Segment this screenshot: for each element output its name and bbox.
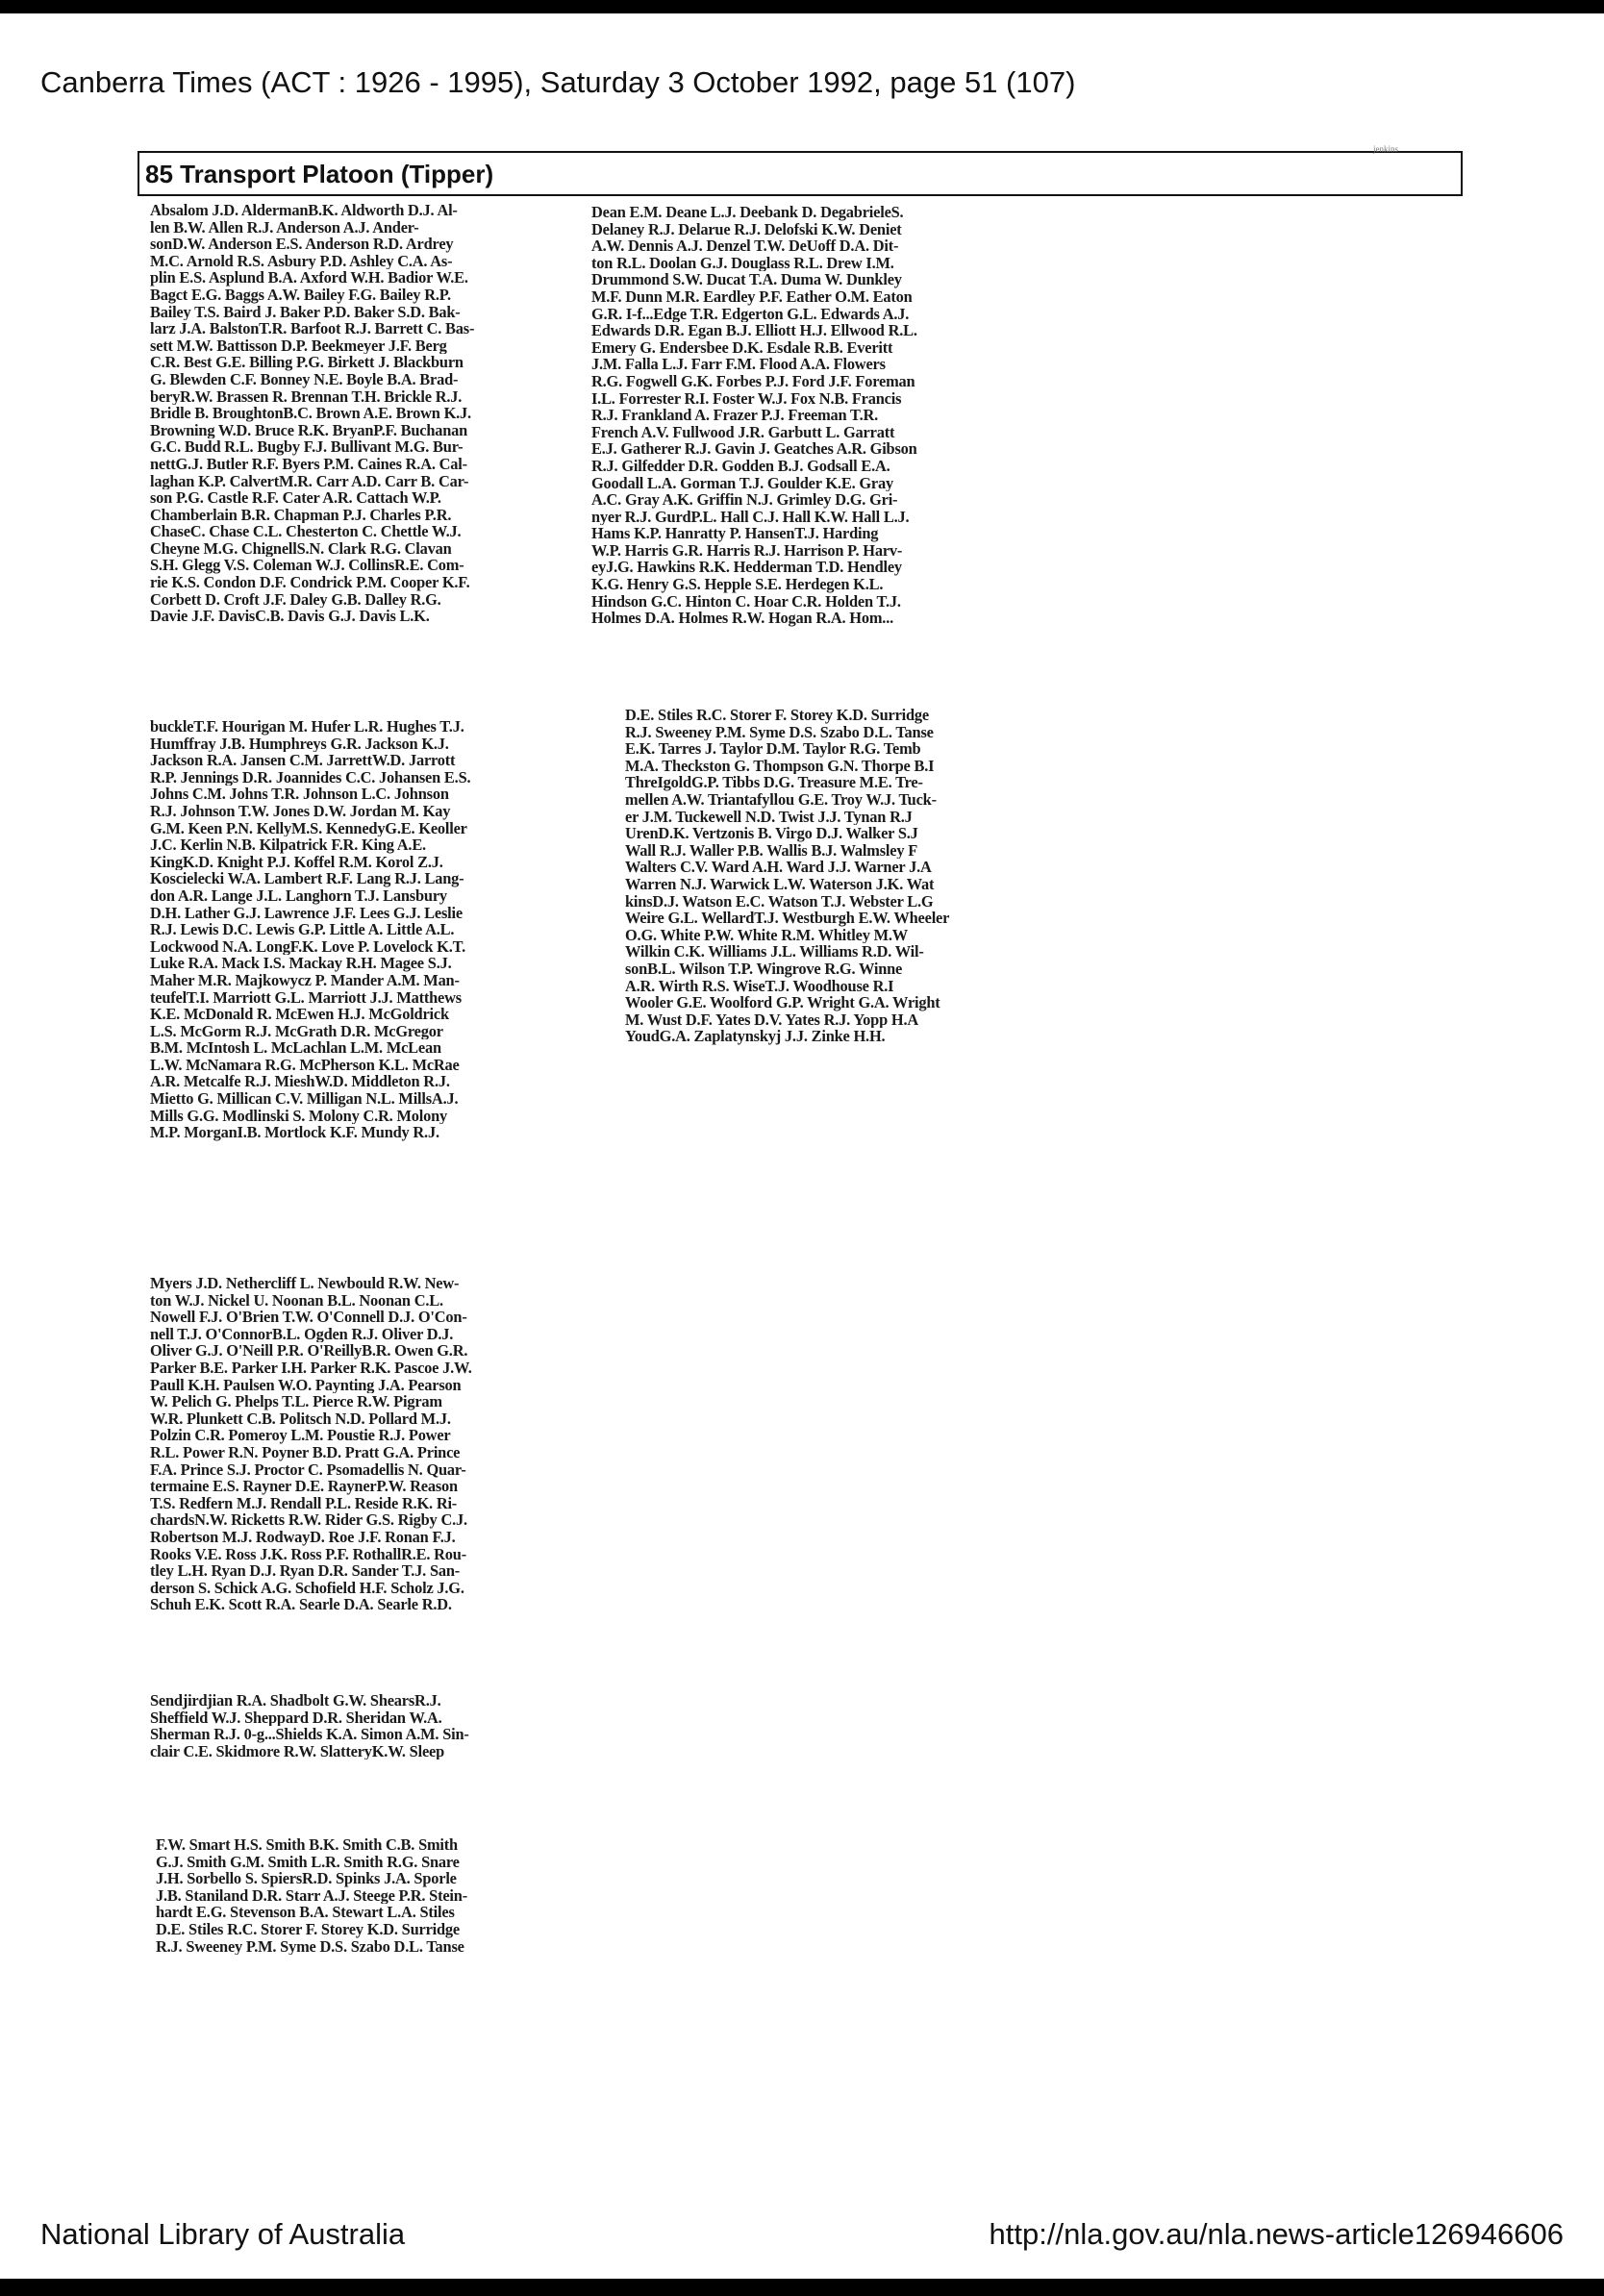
name-line: Humffray J.B. Humphreys G.R. Jackson K.J. — [150, 735, 449, 753]
name-line: Nowell F.J. O'Brien T.W. O'Connell D.J. O'Con- — [150, 1309, 467, 1326]
name-block-3 — [150, 718, 571, 1228]
name-line: buckleT.F. Hourigan M. Hufer L.R. Hughes T.J. — [150, 718, 464, 736]
name-line: er J.M. Tuckewell N.D. Twist J.J. Tynan R.J — [625, 808, 913, 826]
name-line: R.J. Sweeney P.M. Syme D.S. Szabo D.L. Tanse — [625, 723, 934, 741]
name-line: Emery G. Endersbee D.K. Esdale R.B. Everitt — [591, 338, 893, 357]
name-line: clair C.E. Skidmore R.W. SlatteryK.W. Sleep — [150, 1742, 445, 1760]
name-line: Absalom J.D. AldermanB.K. Aldworth D.J. Al- — [150, 202, 458, 219]
name-line: D.E. Stiles R.C. Storer F. Storey K.D. Surridge — [156, 1920, 460, 1938]
name-line: A.C. Gray A.K. Griffin N.J. Grimley D.G. Gri- — [591, 491, 898, 509]
name-line: Wilkin C.K. Williams J.L. Williams R.D. Wil- — [625, 943, 924, 961]
name-line: L.W. McNamara R.G. McPherson K.L. McRae — [150, 1056, 460, 1074]
name-line: E.K. Tarres J. Taylor D.M. Taylor R.G. Temb — [625, 740, 921, 758]
name-line: derson S. Schick A.G. Schofield H.F. Scholz J.G. — [150, 1579, 464, 1597]
name-line: Schuh E.K. Scott R.A. Searle D.A. Searle R.D. — [150, 1596, 452, 1613]
bottom-border-bar — [0, 2279, 1604, 2296]
name-line: I.L. Forrester R.I. Foster W.J. Fox N.B. Francis — [591, 389, 902, 408]
name-line: R.L. Power R.N. Poyner B.D. Pratt G.A. Prince — [150, 1443, 461, 1461]
name-line: Mills G.G. Modlinski S. Molony C.R. Molony — [150, 1107, 447, 1125]
name-line: beryR.W. Brassen R. Brennan T.H. Brickle R.J. — [150, 387, 463, 406]
name-line: A.R. Metcalfe R.J. MieshW.D. Middleton R.J. — [150, 1073, 450, 1091]
name-line: G.M. Keen P.N. KellyM.S. KennedyG.E. Keoller — [150, 819, 467, 837]
footer-url[interactable]: http://nla.gov.au/nla.news-article126946606 — [989, 2217, 1564, 2251]
name-line: R.G. Fogwell G.K. Forbes P.J. Ford J.F. Foreman — [591, 372, 915, 390]
name-line: Cheyne M.G. ChignellS.N. Clark R.G. Clavan — [150, 539, 452, 558]
name-line: Mietto G. Millican C.V. Milligan N.L. MillsA.J. — [150, 1090, 459, 1108]
name-line: Dean E.M. Deane L.J. Deebank D. DegabrieleS. — [591, 204, 904, 221]
name-line: ton W.J. Nickel U. Noonan B.L. Noonan C.L. — [150, 1291, 443, 1310]
name-line: G. Blewden C.F. Bonney N.E. Boyle B.A. Brad- — [150, 370, 459, 388]
name-line: teufelT.I. Marriott G.L. Marriott J.J. Matthews — [150, 988, 462, 1007]
name-line: W.P. Harris G.R. Harris R.J. Harrison P. Harv- — [591, 541, 903, 560]
name-line: D.H. Lather G.J. Lawrence J.F. Lees G.J. Leslie — [150, 904, 463, 922]
name-line: ThreIgoldG.P. Tibbs D.G. Treasure M.E. Tre- — [625, 774, 923, 791]
name-line: Goodall L.A. Gorman T.J. Goulder K.E. Gray — [591, 474, 893, 492]
name-line: Parker B.E. Parker I.H. Parker R.K. Pascoe J.W. — [150, 1359, 472, 1377]
name-line: W. Pelich G. Phelps T.L. Pierce R.W. Pigram — [150, 1393, 442, 1410]
name-line: O.G. White P.W. White R.M. Whitley M.W — [625, 926, 908, 944]
name-line: sonB.L. Wilson T.P. Wingrove R.G. Winne — [625, 960, 903, 978]
name-line: Paull K.H. Paulsen W.O. Paynting J.A. Pearson — [150, 1376, 462, 1394]
name-line: F.A. Prince S.J. Proctor C. Psomadellis N. Quar- — [150, 1460, 466, 1479]
name-line: M.F. Dunn M.R. Eardley P.F. Eather O.M. Eaton — [591, 287, 913, 306]
name-line: Sendjirdjian R.A. Shadbolt G.W. ShearsR.J. — [150, 1692, 441, 1710]
name-line: len B.W. Allen R.J. Anderson A.J. Ander- — [150, 218, 419, 237]
name-line: R.J. Lewis D.C. Lewis G.P. Little A. Little A.L. — [150, 921, 455, 938]
name-line: French A.V. Fullwood J.R. Garbutt L. Garratt — [591, 423, 895, 441]
name-line: kinsD.J. Watson E.C. Watson T.J. Webster L.G — [625, 892, 934, 911]
name-line: M.A. Theckston G. Thompson G.N. Thorpe B.I — [625, 757, 935, 775]
name-block-5 — [150, 1275, 554, 1686]
name-line: G.R. I-f...Edge T.R. Edgerton G.L. Edwards A.J. — [591, 305, 910, 323]
name-line: Koscielecki W.A. Lambert R.F. Lang R.J. Lang- — [150, 870, 464, 887]
name-line: Browning W.D. Bruce R.K. BryanP.F. Buchanan — [150, 421, 468, 439]
name-line: Drummond S.W. Ducat T.A. Duma W. Dunkley — [591, 271, 902, 288]
name-line: nettG.J. Butler R.F. Byers P.M. Caines R.A. Cal- — [150, 455, 467, 473]
name-line: ton R.L. Doolan G.J. Douglass R.L. Drew I.M. — [591, 254, 894, 272]
name-line: Corbett D. Croft J.F. Daley G.B. Dalley R.G. — [150, 590, 441, 609]
name-line: Robertson M.J. RodwayD. Roe J.F. Ronan F.J. — [150, 1528, 456, 1546]
name-line: Hams K.P. Hanratty P. HansenT.J. Harding — [591, 525, 879, 542]
name-line: plin E.S. Asplund B.A. Axford W.H. Badior W.E. — [150, 269, 468, 287]
name-line: Walters C.V. Ward A.H. Ward J.J. Warner J.A — [625, 859, 932, 876]
name-line: Edwards D.R. Egan B.J. Elliott H.J. Ellwood R.L. — [591, 322, 917, 339]
name-line: rie K.S. Condon D.F. Condrick P.M. Cooper K.F. — [150, 574, 470, 591]
name-line: Davie J.F. DavisC.B. Davis G.J. Davis L.K. — [150, 608, 430, 625]
name-line: Lockwood N.A. LongF.K. Love P. Lovelock K.T. — [150, 937, 466, 956]
name-line: W.R. Plunkett C.B. Politsch N.D. Pollard M.J. — [150, 1410, 451, 1428]
name-line: M.P. MorganI.B. Mortlock K.F. Mundy R.J. — [150, 1124, 439, 1141]
name-line: larz J.A. BalstonT.R. Barfoot R.J. Barrett C. Bas- — [150, 320, 475, 337]
name-line: Warren N.J. Warwick L.W. Waterson J.K. Wat — [625, 875, 935, 893]
name-line: Myers J.D. Nethercliff L. Newbould R.W. New- — [150, 1275, 460, 1292]
name-line: E.J. Gatherer R.J. Gavin J. Geatches A.R. Gibson — [591, 440, 917, 458]
name-line: don A.R. Lange J.L. Langhorn T.J. Lansbury — [150, 886, 447, 905]
name-line: B.M. McIntosh L. McLachlan L.M. McLean — [150, 1039, 441, 1057]
name-line: R.J. Gilfedder D.R. Godden B.J. Godsall E.A. — [591, 457, 890, 475]
name-line: Maher M.R. Majkowycz P. Mander A.M. Man- — [150, 971, 460, 989]
name-line: G.J. Smith G.M. Smith L.R. Smith R.G. Snare — [156, 1853, 460, 1871]
name-line: sett M.W. Battisson D.P. Beekmeyer J.F. Berg — [150, 337, 447, 355]
name-line: Luke R.A. Mack I.S. Mackay R.H. Magee S.J. — [150, 955, 452, 972]
name-line: J.C. Kerlin N.B. Kilpatrick F.R. King A.E. — [150, 836, 426, 854]
name-line: Bagct E.G. Baggs A.W. Bailey F.G. Bailey R.P. — [150, 286, 451, 304]
name-line: nell T.J. O'ConnorB.L. Ogden R.J. Oliver D.J. — [150, 1325, 454, 1343]
name-line: sonD.W. Anderson E.S. Anderson R.D. Ardrey — [150, 236, 454, 253]
name-line: Holmes D.A. Holmes R.W. Hogan R.A. Hom... — [591, 610, 893, 627]
name-line: F.W. Smart H.S. Smith B.K. Smith C.B. Smith — [156, 1836, 458, 1854]
name-line: Sheffield W.J. Sheppard D.R. Sheridan W.A. — [150, 1709, 442, 1727]
name-line: T.S. Redfern M.J. Rendall P.L. Reside R.K. Ri- — [150, 1494, 458, 1512]
name-line: chardsN.W. Ricketts R.W. Rider G.S. Rigby C.J. — [150, 1511, 467, 1529]
name-line: M.C. Arnold R.S. Asbury P.D. Ashley C.A. As- — [150, 252, 453, 270]
name-line: J.H. Sorbello S. SpiersR.D. Spinks J.A. Sporle — [156, 1870, 457, 1887]
name-line: R.P. Jennings D.R. Joannides C.C. Johansen E.S. — [150, 768, 471, 786]
top-border-bar — [0, 0, 1604, 13]
name-line: Jackson R.A. Jansen C.M. JarrettW.D. Jarrott — [150, 752, 456, 769]
footer-source: National Library of Australia — [40, 2217, 406, 2251]
name-line: R.J. Sweeney P.M. Syme D.S. Szabo D.L. Tanse — [156, 1937, 464, 1956]
name-line: Chamberlain B.R. Chapman P.J. Charles P.R. — [150, 506, 452, 524]
name-line: ChaseC. Chase C.L. Chesterton C. Chettle W.J. — [150, 523, 462, 540]
name-block-7 — [156, 1836, 558, 1973]
name-line: Hindson G.C. Hinton C. Hoar C.R. Holden T.J. — [591, 592, 901, 611]
name-line: laghan K.P. CalvertM.R. Carr A.D. Carr B. Car- — [150, 472, 469, 490]
name-line: C.R. Best G.E. Billing P.G. Birkett J. Blackburn — [150, 354, 464, 371]
name-line: D.E. Stiles R.C. Storer F. Storey K.D. Surridge — [625, 707, 929, 724]
name-line: Wooler G.E. Woolford G.P. Wright G.A. Wright — [625, 994, 940, 1011]
name-line: Wall R.J. Waller P.B. Wallis B.J. Walmsley F — [625, 841, 918, 860]
name-line: Sherman R.J. 0-g...Shields K.A. Simon A.M. Sin- — [150, 1726, 469, 1743]
name-line: Delaney R.J. Delarue R.J. Delofski K.W. Deniet — [591, 220, 902, 238]
name-line: Bailey T.S. Baird J. Baker P.D. Baker S.D. Bak- — [150, 303, 461, 321]
name-line: A.W. Dennis A.J. Denzel T.W. DeUoff D.A. Dit- — [591, 237, 899, 255]
name-line: A.R. Wirth R.S. WiseT.J. Woodhouse R.I — [625, 977, 894, 995]
article-title: 85 Transport Platoon (Tipper) — [145, 160, 494, 188]
name-line: S.H. Glegg V.S. Coleman W.J. CollinsR.E. Com- — [150, 557, 464, 575]
name-line: Polzin C.R. Pomeroy L.M. Poustie R.J. Power — [150, 1427, 451, 1444]
name-line: J.B. Staniland D.R. Starr A.J. Steege P.R. Stein- — [156, 1886, 467, 1905]
name-line: Bridle B. BroughtonB.C. Brown A.E. Brown K.J. — [150, 405, 471, 422]
name-line: son P.G. Castle R.F. Cater A.R. Cattach W.P. — [150, 489, 441, 507]
name-line: YoudG.A. Zaplatynskyj J.J. Zinke H.H. — [625, 1028, 886, 1045]
name-line: K.E. McDonald R. McEwen H.J. McGoldrick — [150, 1006, 449, 1023]
name-line: eyJ.G. Hawkins R.K. Hedderman T.D. Hendley — [591, 559, 902, 577]
article-title-box — [138, 151, 1463, 196]
scan-note: jenkins — [1373, 144, 1398, 154]
name-line: UrenD.K. Vertzonis B. Virgo D.J. Walker S.J — [625, 825, 918, 842]
page-citation: Canberra Times (ACT : 1926 - 1995), Saturday 3 October 1992, page 51 (107) — [40, 65, 1076, 99]
name-block-1 — [150, 202, 564, 631]
name-line: mellen A.W. Triantafyllou G.E. Troy W.J. Tuck- — [625, 790, 937, 809]
name-line: nyer R.J. GurdP.L. Hall C.J. Hall K.W. Hall L.J. — [591, 508, 910, 526]
name-line: hardt E.G. Stevenson B.A. Stewart L.A. Stiles — [156, 1904, 455, 1921]
name-block-2 — [591, 204, 1005, 710]
name-line: M. Wust D.F. Yates D.V. Yates R.J. Yopp H.A — [625, 1011, 918, 1029]
name-block-6 — [150, 1692, 554, 1779]
name-line: G.C. Budd R.L. Bugby F.J. Bullivant M.G. Bur- — [150, 438, 464, 456]
name-line: Johns C.M. Johns T.R. Johnson L.C. Johnson — [150, 786, 449, 803]
name-line: R.J. Johnson T.W. Jones D.W. Jordan M. Kay — [150, 802, 451, 820]
name-line: R.J. Frankland A. Frazer P.J. Freeman T.R. — [591, 407, 879, 424]
name-block-4 — [625, 707, 1019, 1116]
name-line: K.G. Henry G.S. Hepple S.E. Herdegen K.L. — [591, 576, 884, 593]
name-line: Oliver G.J. O'Neill P.R. O'ReillyB.R. Owen G.R. — [150, 1342, 468, 1360]
name-line: Rooks V.E. Ross J.K. Ross P.F. RothallR.E. Rou- — [150, 1545, 466, 1563]
name-line: tley L.H. Ryan D.J. Ryan D.R. Sander T.J. San- — [150, 1562, 461, 1580]
name-line: Weire G.L. WellardT.J. Westburgh E.W. Wheeler — [625, 910, 950, 927]
name-line: J.M. Falla L.J. Farr F.M. Flood A.A. Flowers — [591, 356, 886, 373]
name-line: KingK.D. Knight P.J. Koffel R.M. Korol Z.J. — [150, 853, 443, 871]
name-line: L.S. McGorm R.J. McGrath D.R. McGregor — [150, 1022, 443, 1040]
name-line: termaine E.S. Rayner D.E. RaynerP.W. Reason — [150, 1478, 458, 1495]
